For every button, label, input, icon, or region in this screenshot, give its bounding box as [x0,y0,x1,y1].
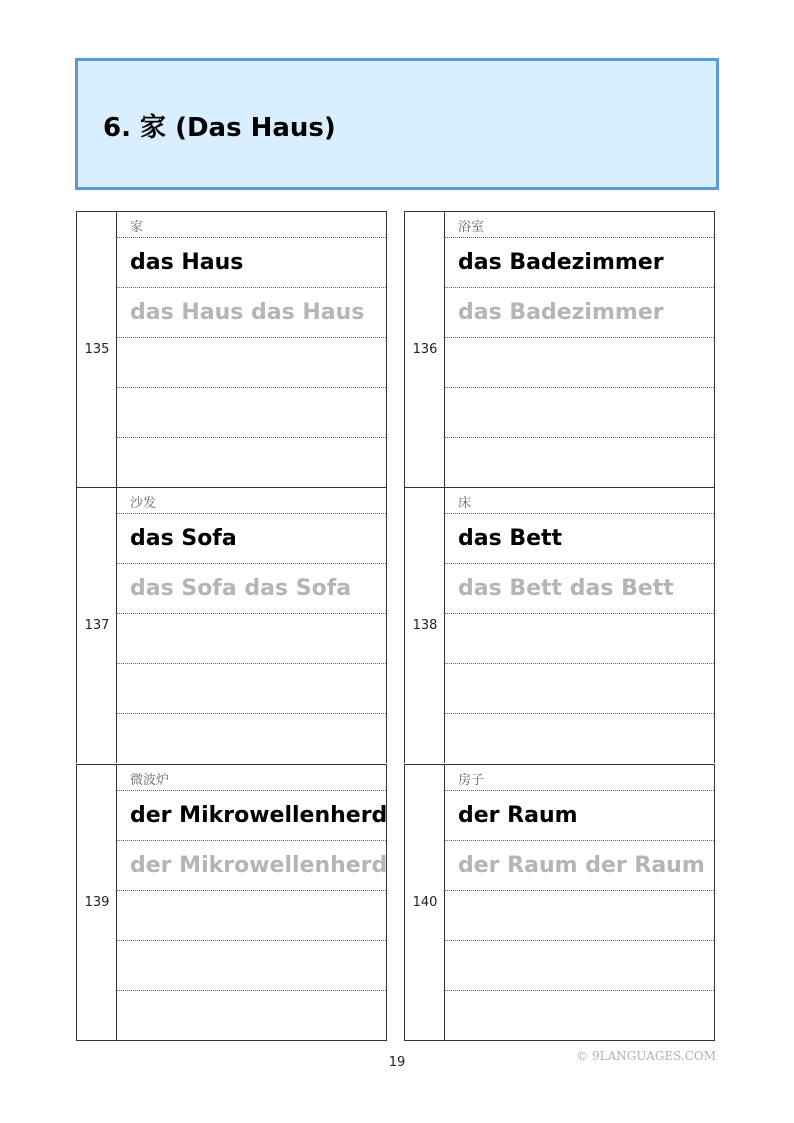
practice-row [117,891,386,941]
practice-row [117,338,386,388]
title-box [75,58,719,190]
card-number: 136 [412,342,438,357]
practice-row [445,338,714,388]
word-row [445,238,714,288]
practice-row [445,714,714,763]
practice-row [445,664,714,714]
word-row [117,791,386,841]
chinese-row [117,212,386,238]
vocab-card [404,487,715,763]
german-word: der Mikrowellenherd [130,803,388,828]
trace-text: das Badezimmer [458,300,664,325]
page-number: 19 [388,1055,406,1070]
card-number: 139 [84,895,110,910]
word-row [117,514,386,564]
practice-row [445,388,714,438]
card-content [445,212,714,487]
page-title: 6. 家 (Das Haus) [103,113,336,143]
card-number: 137 [84,618,110,633]
card-number: 138 [412,618,438,633]
chinese-label: 家 [130,220,144,235]
card-content [117,765,386,1040]
vocab-card [76,487,387,763]
trace-text: das Sofa das Sofa [130,576,352,601]
chinese-label: 房子 [458,773,485,788]
number-column [77,765,117,1040]
trace-text: der Mikrowellenherd [130,853,388,878]
practice-row [117,664,386,714]
chinese-label: 微波炉 [130,773,170,788]
chinese-row [117,488,386,514]
practice-row [117,438,386,487]
card-number: 140 [412,895,438,910]
trace-text: der Raum der Raum [458,853,705,878]
word-row [117,238,386,288]
vocab-card [76,211,387,487]
german-word: das Badezimmer [458,250,664,275]
practice-row [117,714,386,763]
card-content [117,212,386,487]
practice-row [445,614,714,664]
card-number: 135 [84,342,110,357]
trace-row [117,841,386,891]
copyright-notice: © 9LANGUAGES.COM [576,1049,716,1063]
chinese-row [445,765,714,791]
trace-row [117,564,386,614]
vocab-card [404,211,715,487]
practice-row [445,891,714,941]
german-word: das Haus [130,250,244,275]
chinese-row [117,765,386,791]
word-row [445,791,714,841]
trace-row [445,564,714,614]
german-word: das Bett [458,526,563,551]
practice-row [117,991,386,1040]
trace-row [445,288,714,338]
number-column [405,212,445,487]
number-column [77,212,117,487]
card-content [445,765,714,1040]
practice-row [445,941,714,991]
number-column [77,488,117,763]
practice-row [117,614,386,664]
number-column [405,765,445,1040]
trace-row [445,841,714,891]
practice-row [445,991,714,1040]
chinese-label: 沙发 [130,496,157,511]
practice-row [445,438,714,487]
chinese-row [445,212,714,238]
vocab-card [76,764,387,1041]
practice-row [117,941,386,991]
number-column [405,488,445,763]
german-word: das Sofa [130,526,237,551]
practice-row [117,388,386,438]
card-content [445,488,714,763]
chinese-row [445,488,714,514]
card-content [117,488,386,763]
german-word: der Raum [458,803,578,828]
trace-text: das Haus das Haus [130,300,365,325]
chinese-label: 浴室 [458,220,485,235]
word-row [445,514,714,564]
chinese-label: 床 [458,496,472,511]
trace-text: das Bett das Bett [458,576,674,601]
trace-row [117,288,386,338]
vocab-card [404,764,715,1041]
